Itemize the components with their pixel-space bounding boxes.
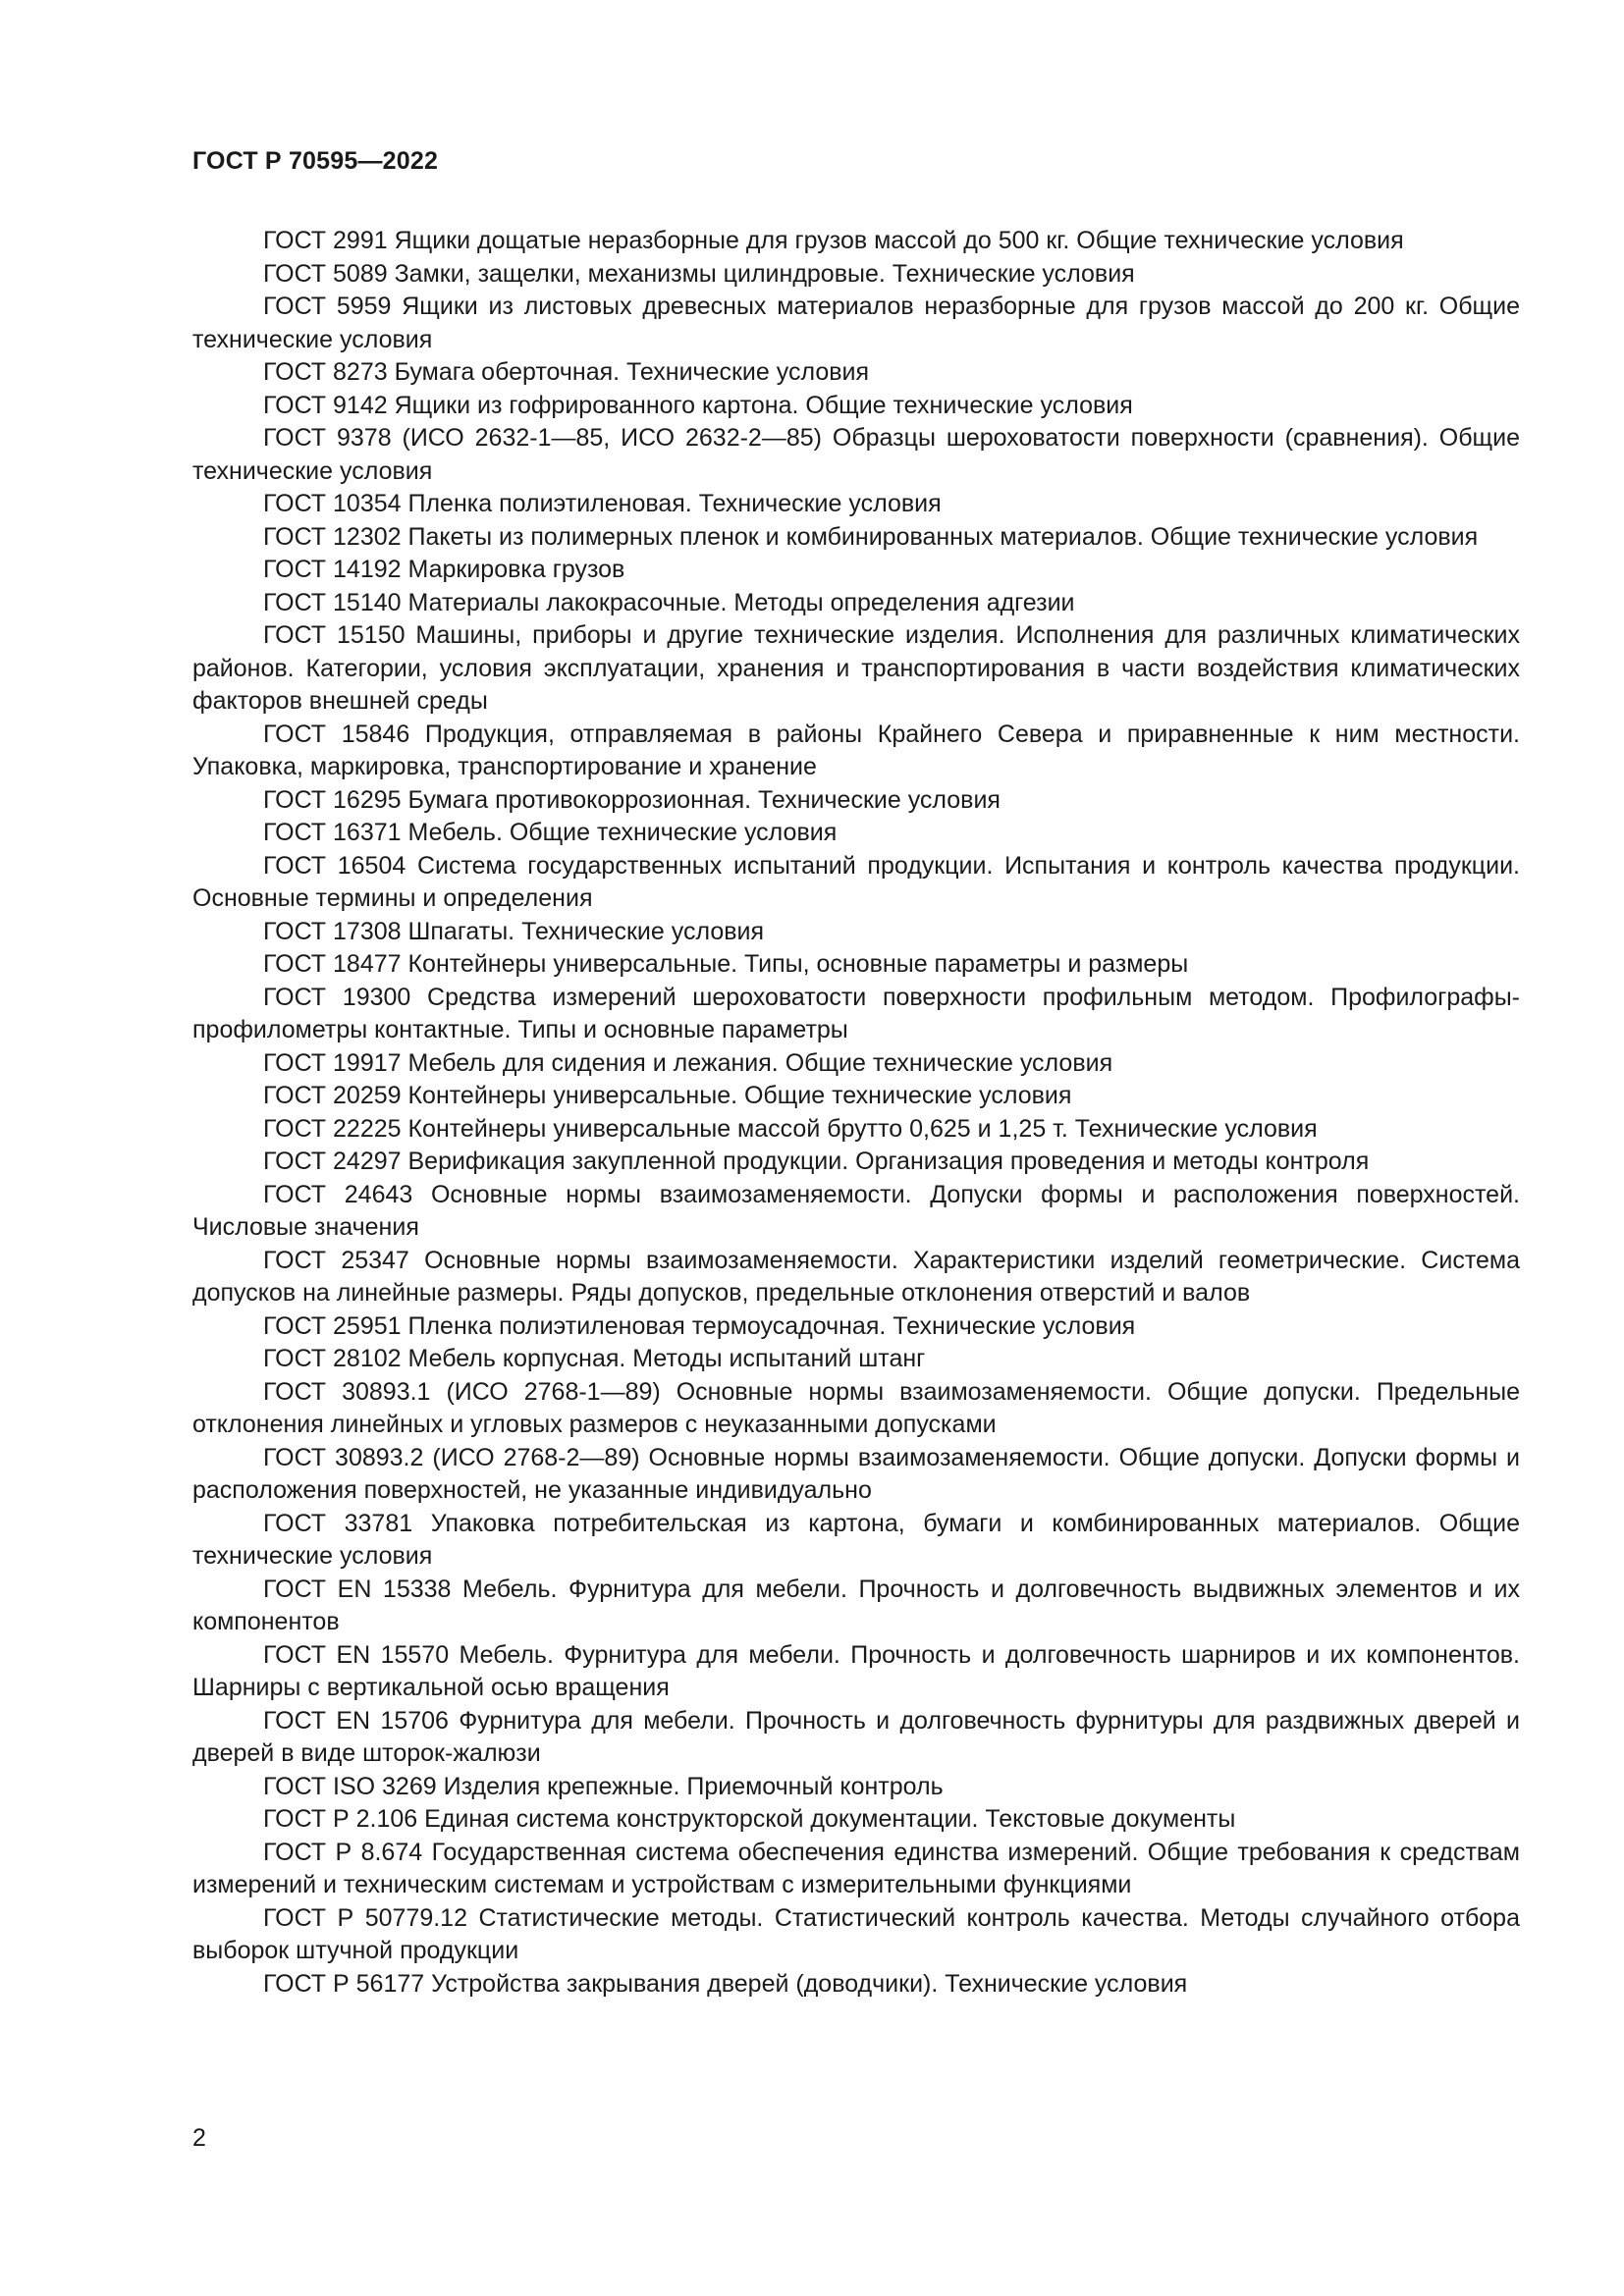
reference-item: ГОСТ 19917 Мебель для сидения и лежания. Общие технические условия [263, 1048, 1113, 1077]
reference-item: ГОСТ 24643 Основные нормы взаимозаменяемости. Допуски формы и расположения поверхностей. Числовые значения [192, 1180, 1520, 1241]
reference-item: ГОСТ Р 2.106 Единая система конструкторской документации. Текстовые документы [263, 1805, 1236, 1833]
reference-item: ГОСТ 30893.1 (ИСО 2768-1—89) Основные нормы взаимозаменяемости. Общие допуски. Предельные отклонения линейных и угловых размеров с неуказанными допусками [192, 1377, 1520, 1438]
reference-item: ГОСТ 14192 Маркировка грузов [263, 556, 625, 583]
reference-item: ГОСТ 5089 Замки, защелки, механизмы цилиндровые. Технические условия [263, 259, 1135, 288]
reference-item: ГОСТ 17308 Шпагаты. Технические условия [263, 917, 765, 945]
reference-item: ГОСТ 19300 Средства измерений шероховатости поверхности профильным методом. Профилографы-профилометры контактные. Типы и основные параметры [192, 983, 1520, 1043]
reference-item: ГОСТ Р 56177 Устройства закрывания дверей (доводчики). Технические условия [263, 1969, 1188, 1998]
reference-item: ГОСТ 10354 Пленка полиэтиленовая. Технические условия [263, 490, 942, 517]
reference-item: ГОСТ 16371 Мебель. Общие технические условия [263, 819, 838, 846]
reference-item: ГОСТ 33781 Упаковка потребительская из картона, бумаги и комбинированных материалов. Общие технические условия [192, 1509, 1520, 1570]
reference-item: ГОСТ 15140 Материалы лакокрасочные. Методы определения адгезии [263, 588, 1075, 616]
reference-item: ГОСТ EN 15570 Мебель. Фурнитура для мебели. Прочность и долговечность шарниров и их компонентов. Шарниры с вертикальной осью вращения [192, 1640, 1520, 1701]
reference-item: ГОСТ 25347 Основные нормы взаимозаменяемости. Характеристики изделий геометрические. Система допусков на линейные размеры. Ряды допусков, предельные отклонения отверстий и валов [192, 1246, 1520, 1307]
reference-item: ГОСТ 15150 Машины, приборы и другие технические изделия. Исполнения для различных климатических районов. Категории, условия эксплуатации, хранения и транспортирования в части воздействия климатических факторов внешней среды [192, 621, 1520, 715]
reference-item: ГОСТ ISO 3269 Изделия крепежные. Приемочный контроль [263, 1772, 944, 1800]
reference-item: ГОСТ EN 15338 Мебель. Фурнитура для мебели. Прочность и долговечность выдвижных элементов и их компонентов [192, 1575, 1520, 1635]
page-number: 2 [192, 2124, 206, 2152]
reference-item: ГОСТ Р 50779.12 Статистические методы. Статистический контроль качества. Методы случайного отбора выборок штучной продукции [192, 1903, 1520, 1964]
reference-item: ГОСТ 20259 Контейнеры универсальные. Общие технические условия [263, 1082, 1072, 1109]
normative-references-list [192, 225, 1520, 2001]
reference-item: ГОСТ 9378 (ИСО 2632-1—85, ИСО 2632-2—85) Образцы шероховатости поверхности (сравнения). Общие технические условия [192, 424, 1520, 485]
reference-item: ГОСТ 25951 Пленка полиэтиленовая термоусадочная. Технические условия [263, 1311, 1136, 1340]
reference-item: ГОСТ 16504 Система государственных испытаний продукции. Испытания и контроль качества продукции. Основные термины и определения [192, 851, 1520, 912]
reference-item: ГОСТ 18477 Контейнеры универсальные. Типы, основные параметры и размеры [263, 950, 1189, 978]
document-header: ГОСТ Р 70595—2022 [192, 147, 439, 175]
reference-item: ГОСТ 16295 Бумага противокоррозионная. Технические условия [263, 785, 1001, 814]
reference-item: ГОСТ 5959 Ящики из листовых древесных материалов неразборные для грузов массой до 200 кг. Общие технические условия [192, 293, 1520, 353]
reference-item: ГОСТ 24297 Верификация закупленной продукции. Организация проведения и методы контроля [263, 1148, 1370, 1175]
reference-item: ГОСТ Р 8.674 Государственная система обеспечения единства измерений. Общие требования к средствам измерений и техническим системам и устройствам с измерительными функциями [192, 1838, 1520, 1898]
reference-item: ГОСТ 28102 Мебель корпусная. Методы испытаний штанг [263, 1345, 926, 1372]
reference-item: ГОСТ 15846 Продукция, отправляемая в районы Крайнего Севера и приравненные к ним местности. Упаковка, маркировка, транспортирование и хранение [192, 720, 1520, 780]
reference-item: ГОСТ 30893.2 (ИСО 2768-2—89) Основные нормы взаимозаменяемости. Общие допуски. Допуски формы и расположения поверхностей, не указанные индивидуально [192, 1443, 1520, 1504]
reference-item: ГОСТ 8273 Бумага оберточная. Технические условия [263, 358, 870, 386]
reference-item: ГОСТ EN 15706 Фурнитура для мебели. Прочность и долговечность фурнитуры для раздвижных дверей и дверей в виде шторок-жалюзи [192, 1706, 1520, 1767]
reference-item: ГОСТ 22225 Контейнеры универсальные массой брутто 0,625 и 1,25 т. Технические условия [263, 1114, 1318, 1143]
reference-item: ГОСТ 9142 Ящики из гофрированного картона. Общие технические условия [263, 391, 1133, 419]
reference-item: ГОСТ 12302 Пакеты из полимерных пленок и комбинированных материалов. Общие технические условия [263, 522, 1479, 551]
reference-item: ГОСТ 2991 Ящики дощатые неразборные для грузов массой до 500 кг. Общие технические условия [263, 227, 1404, 254]
